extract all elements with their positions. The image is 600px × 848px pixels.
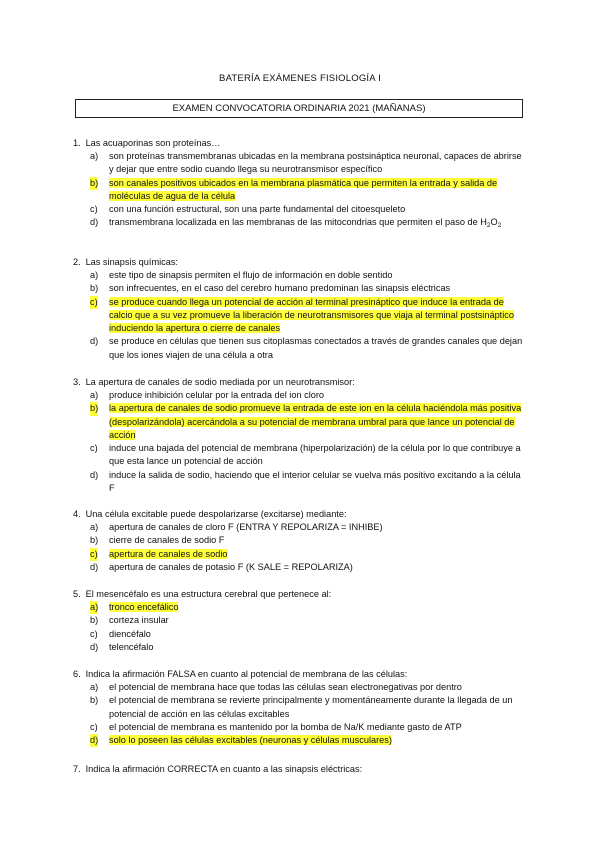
water-formula: $H_2O_2$: [480, 217, 502, 230]
question-stem: [73, 507, 528, 521]
question-number: 4.: [73, 509, 81, 519]
option-letter: a): [90, 390, 99, 400]
question-text: Las sinapsis químicas:: [85, 257, 178, 267]
question-number: 7.: [73, 764, 81, 774]
question-2: [73, 255, 528, 362]
option-c: [73, 442, 528, 469]
option-c-correct: [73, 296, 528, 336]
option-a: [73, 389, 528, 402]
option-b: [73, 534, 528, 547]
question-7: [73, 762, 528, 776]
option-text: transmembrana localizada en las membranas de las mitocondrias que permiten el paso de: [109, 217, 478, 228]
option-a-correct: [73, 601, 528, 614]
option-letter: c): [90, 548, 98, 561]
option-letter: b): [90, 615, 99, 626]
question-text: La apertura de canales de sodio mediada por un neurotransmisor:: [85, 377, 355, 387]
option-c: [73, 721, 528, 734]
question-text: Las acuaporinas son proteínas…: [85, 138, 221, 148]
question-3: [73, 375, 528, 495]
option-text-highlighted: solo lo poseen las células excitables (neuronas y células musculares): [109, 735, 392, 746]
option-letter: b): [90, 283, 99, 294]
option-letter: d): [90, 336, 99, 347]
option-text: diencéfalo: [109, 628, 151, 639]
option-text: son infrecuentes, en el caso del cerebro humano predominan las sinapsis eléctricas: [109, 283, 451, 294]
option-a: [73, 269, 528, 282]
question-stem: [73, 136, 528, 150]
option-a: [73, 521, 528, 534]
question-text: Una célula excitable puede despolarizarse (excitarse) mediante:: [85, 509, 347, 519]
question-number: 3.: [73, 377, 81, 387]
option-letter: a): [90, 151, 99, 161]
option-d: [73, 469, 528, 496]
option-letter: b): [90, 535, 99, 546]
option-text: este tipo de sinapsis permiten el flujo de información en doble sentido: [109, 270, 393, 280]
option-d: [73, 335, 528, 362]
option-text-highlighted: la apertura de canales de sodio promueve la entrada de este ion en la célula haciéndola más positiva (despolarizándola) acercándola a su potencial de membrana umbral para que lance un potencial de acción: [109, 403, 522, 440]
option-letter: a): [90, 270, 99, 280]
option-text: apertura de canales de cloro F (ENTRA Y REPOLARIZA = INHIBE): [109, 522, 383, 532]
option-d: [73, 641, 528, 654]
option-text-highlighted: apertura de canales de sodio: [109, 548, 228, 559]
option-text-highlighted: tronco encefálico: [109, 602, 179, 612]
option-letter: d): [90, 641, 99, 652]
question-text: Indica la afirmación FALSA en cuanto al potencial de membrana de las células:: [85, 669, 408, 679]
question-1: [73, 136, 528, 230]
option-text: el potencial de membrana se revierte principalmente y momentáneamente durante la llegada de un potencial de acción en las células excitables: [109, 695, 513, 719]
option-letter: a): [90, 682, 99, 692]
option-letter: b): [90, 695, 99, 706]
option-b: [73, 614, 528, 627]
option-letter: c): [90, 204, 98, 215]
option-letter: b): [90, 402, 98, 415]
option-letter: c): [90, 443, 98, 454]
option-letter: c): [90, 721, 98, 732]
question-text: Indica la afirmación CORRECTA en cuanto a las sinapsis eléctricas:: [85, 764, 363, 774]
option-c: [73, 628, 528, 641]
option-text-highlighted: se produce cuando llega un potencial de acción al terminal presináptico que induce la entrada de calcio que a su vez promueve la liberación de neurotransmisores que viaja al terminal postsináptico induciendo la apertura o cierre de canales: [109, 296, 514, 334]
option-text: cierre de canales de sodio F: [109, 535, 225, 546]
option-c-correct: [73, 548, 528, 561]
question-stem: [73, 667, 528, 681]
option-d: [73, 561, 528, 574]
option-text: el potencial de membrana es mantenido por la bomba de Na/K mediante gasto de ATP: [109, 721, 462, 732]
option-text: el potencial de membrana hace que todas las células sean electronegativas por dentro: [109, 682, 462, 692]
question-number: 1.: [73, 138, 81, 148]
option-a: [73, 681, 528, 694]
option-text: induce la salida de sodio, haciendo que el interior celular se vuelva más positivo excitando a la célula F: [109, 469, 521, 494]
question-stem: [73, 375, 528, 389]
option-letter: b): [90, 177, 98, 190]
option-letter: d): [90, 561, 99, 572]
question-4: [73, 507, 528, 574]
option-text: induce una bajada del potencial de membrana (hiperpolarización) de la célula por lo que contribuye a que esta lance un potencial de acción: [109, 443, 521, 467]
option-text: se produce en células que tienen sus citoplasmas conectados a través de grandes canales que dejan que los iones viajen de una célula a otra: [109, 336, 523, 360]
option-b: [73, 282, 528, 295]
option-letter: d): [90, 469, 99, 480]
question-number: 2.: [73, 257, 81, 267]
option-text: produce inhibición celular por la entrada del ion cloro: [109, 390, 325, 400]
option-text: apertura de canales de potasio F (K SALE = REPOLARIZA): [109, 561, 353, 572]
question-5: [73, 587, 528, 654]
option-text: telencéfalo: [109, 641, 154, 652]
option-letter: a): [90, 522, 99, 532]
question-stem: [73, 762, 528, 776]
option-letter: d): [90, 734, 98, 747]
option-letter: c): [90, 628, 98, 639]
option-letter: c): [90, 296, 98, 309]
question-stem: [73, 587, 528, 601]
question-number: 5.: [73, 589, 81, 599]
option-d-correct: [73, 734, 528, 747]
question-6: [73, 667, 528, 747]
question-stem: [73, 255, 528, 269]
option-c: [73, 203, 528, 216]
question-text: El mesencéfalo es una estructura cerebral que pertenece al:: [85, 589, 332, 599]
option-letter: a): [90, 601, 98, 614]
exam-heading-box: EXAMEN CONVOCATORIA ORDINARIA 2021 (MAÑANAS): [75, 99, 523, 118]
document-title: BATERÍA EXÁMENES FISIOLOGÍA I: [219, 73, 381, 84]
question-number: 6.: [73, 669, 81, 679]
option-letter: d): [90, 217, 99, 228]
option-a: [73, 150, 528, 177]
option-d: [73, 216, 528, 229]
option-b: [73, 694, 528, 721]
option-b-correct: [73, 402, 528, 442]
option-text: son proteínas transmembranas ubicadas en la membrana postsináptica neuronal, capaces de abrirse y dejar que entre sodio cuando llega su neurotransmisor específico: [109, 151, 522, 175]
option-text-highlighted: son canales positivos ubicados en la membrana plasmática que permiten la entrada y salida de moléculas de agua de la célula: [109, 177, 498, 201]
option-text: con una función estructural, son una parte fundamental del citoesqueleto: [109, 204, 406, 215]
option-text: corteza insular: [109, 615, 169, 626]
option-b-correct: [73, 177, 528, 204]
